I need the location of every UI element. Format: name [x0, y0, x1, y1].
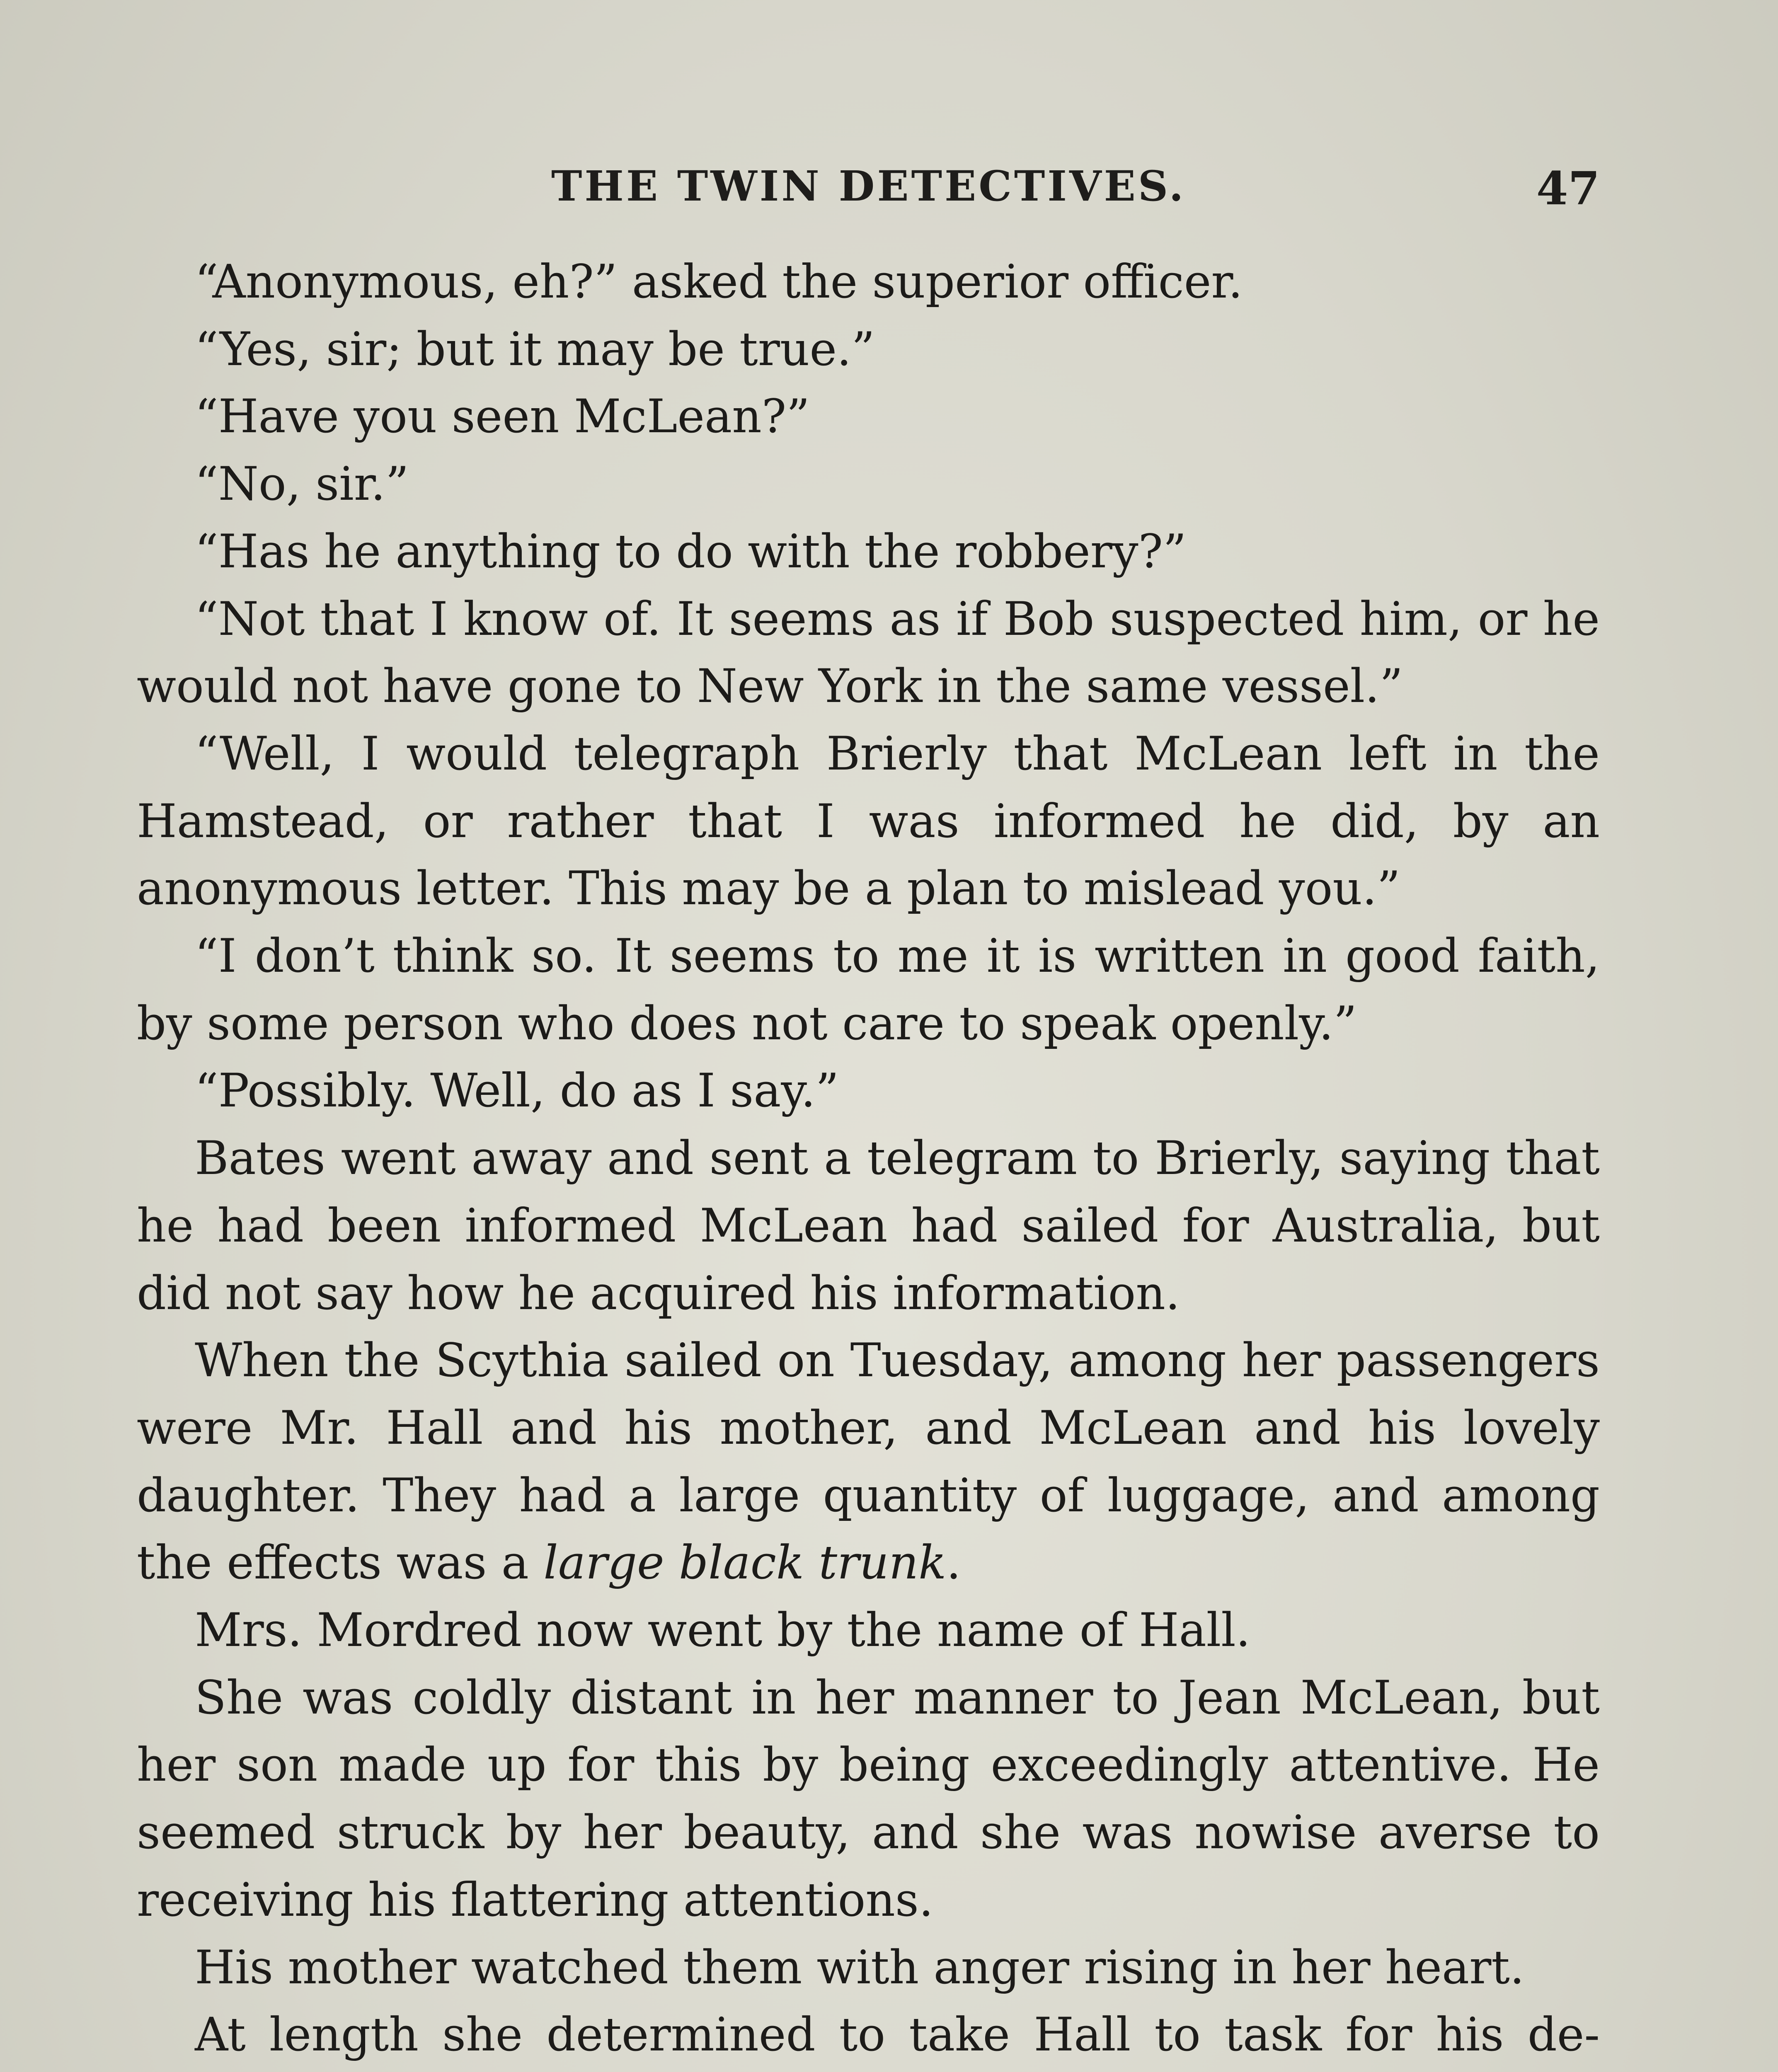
page-header — [137, 157, 1600, 224]
paragraph: Mrs. Mordred now went by the name of Hall. — [195, 1604, 1251, 1658]
paragraph: “Have you seen McLean?” — [195, 390, 810, 444]
page-number: 47 — [1536, 162, 1600, 215]
paragraph: “No, sir.” — [195, 457, 409, 511]
paragraph: “Well, I would telegraph Brierly that McLean left in the Hamstead, or rather that I was informed he did, by an anonymous letter. This may be a plan to mislead you.” — [137, 727, 1600, 916]
paragraph: His mother watched them with anger rising in her heart. — [195, 1941, 1525, 1995]
paragraph: She was coldly distant in her manner to Jean McLean, but her son made up for this by being exceedingly attentive. He seemed struck by her beauty, and she was nowise averse to receiving his flattering attentions. — [137, 1671, 1600, 1927]
paragraph: “I don’t think so. It seems to me it is written in good faith, by some person who does not care to speak openly.” — [137, 929, 1600, 1051]
paragraph: At length she determined to take Hall to task for his de — [195, 2008, 1600, 2062]
paragraph: Bates went away and sent a telegram to Brierly, saying that he had been informed McLean had sailed for Australia, but did not say how he acquired his information. — [137, 1132, 1600, 1320]
running-title: THE TWIN DETECTIVES. — [551, 162, 1186, 211]
scythia-text: When the Scythia sailed on Tuesday, among her passengers were Mr. Hall and his mother, and McLean and his lovely daughter. They had a large quantity of luggage, and among the effects was a — [137, 1334, 1600, 1590]
paragraph: “Has he anything to do with the robbery?” — [195, 525, 1187, 579]
italic-emphasis: large black trunk — [543, 1536, 947, 1590]
paragraph: “Yes, sir; but it may be true.” — [195, 322, 875, 376]
paragraph: “Anonymous, eh?” asked the superior officer. — [195, 255, 1243, 309]
scythia-tail: . — [946, 1536, 961, 1590]
paragraph: “Not that I know of. It seems as if Bob suspected him, or he would not have gone to New York in the same vessel.” — [137, 592, 1600, 714]
paragraph: “Possibly. Well, do as I say.” — [195, 1064, 839, 1118]
body-text — [137, 249, 1600, 2072]
paragraph-scythia — [137, 1327, 1600, 1597]
